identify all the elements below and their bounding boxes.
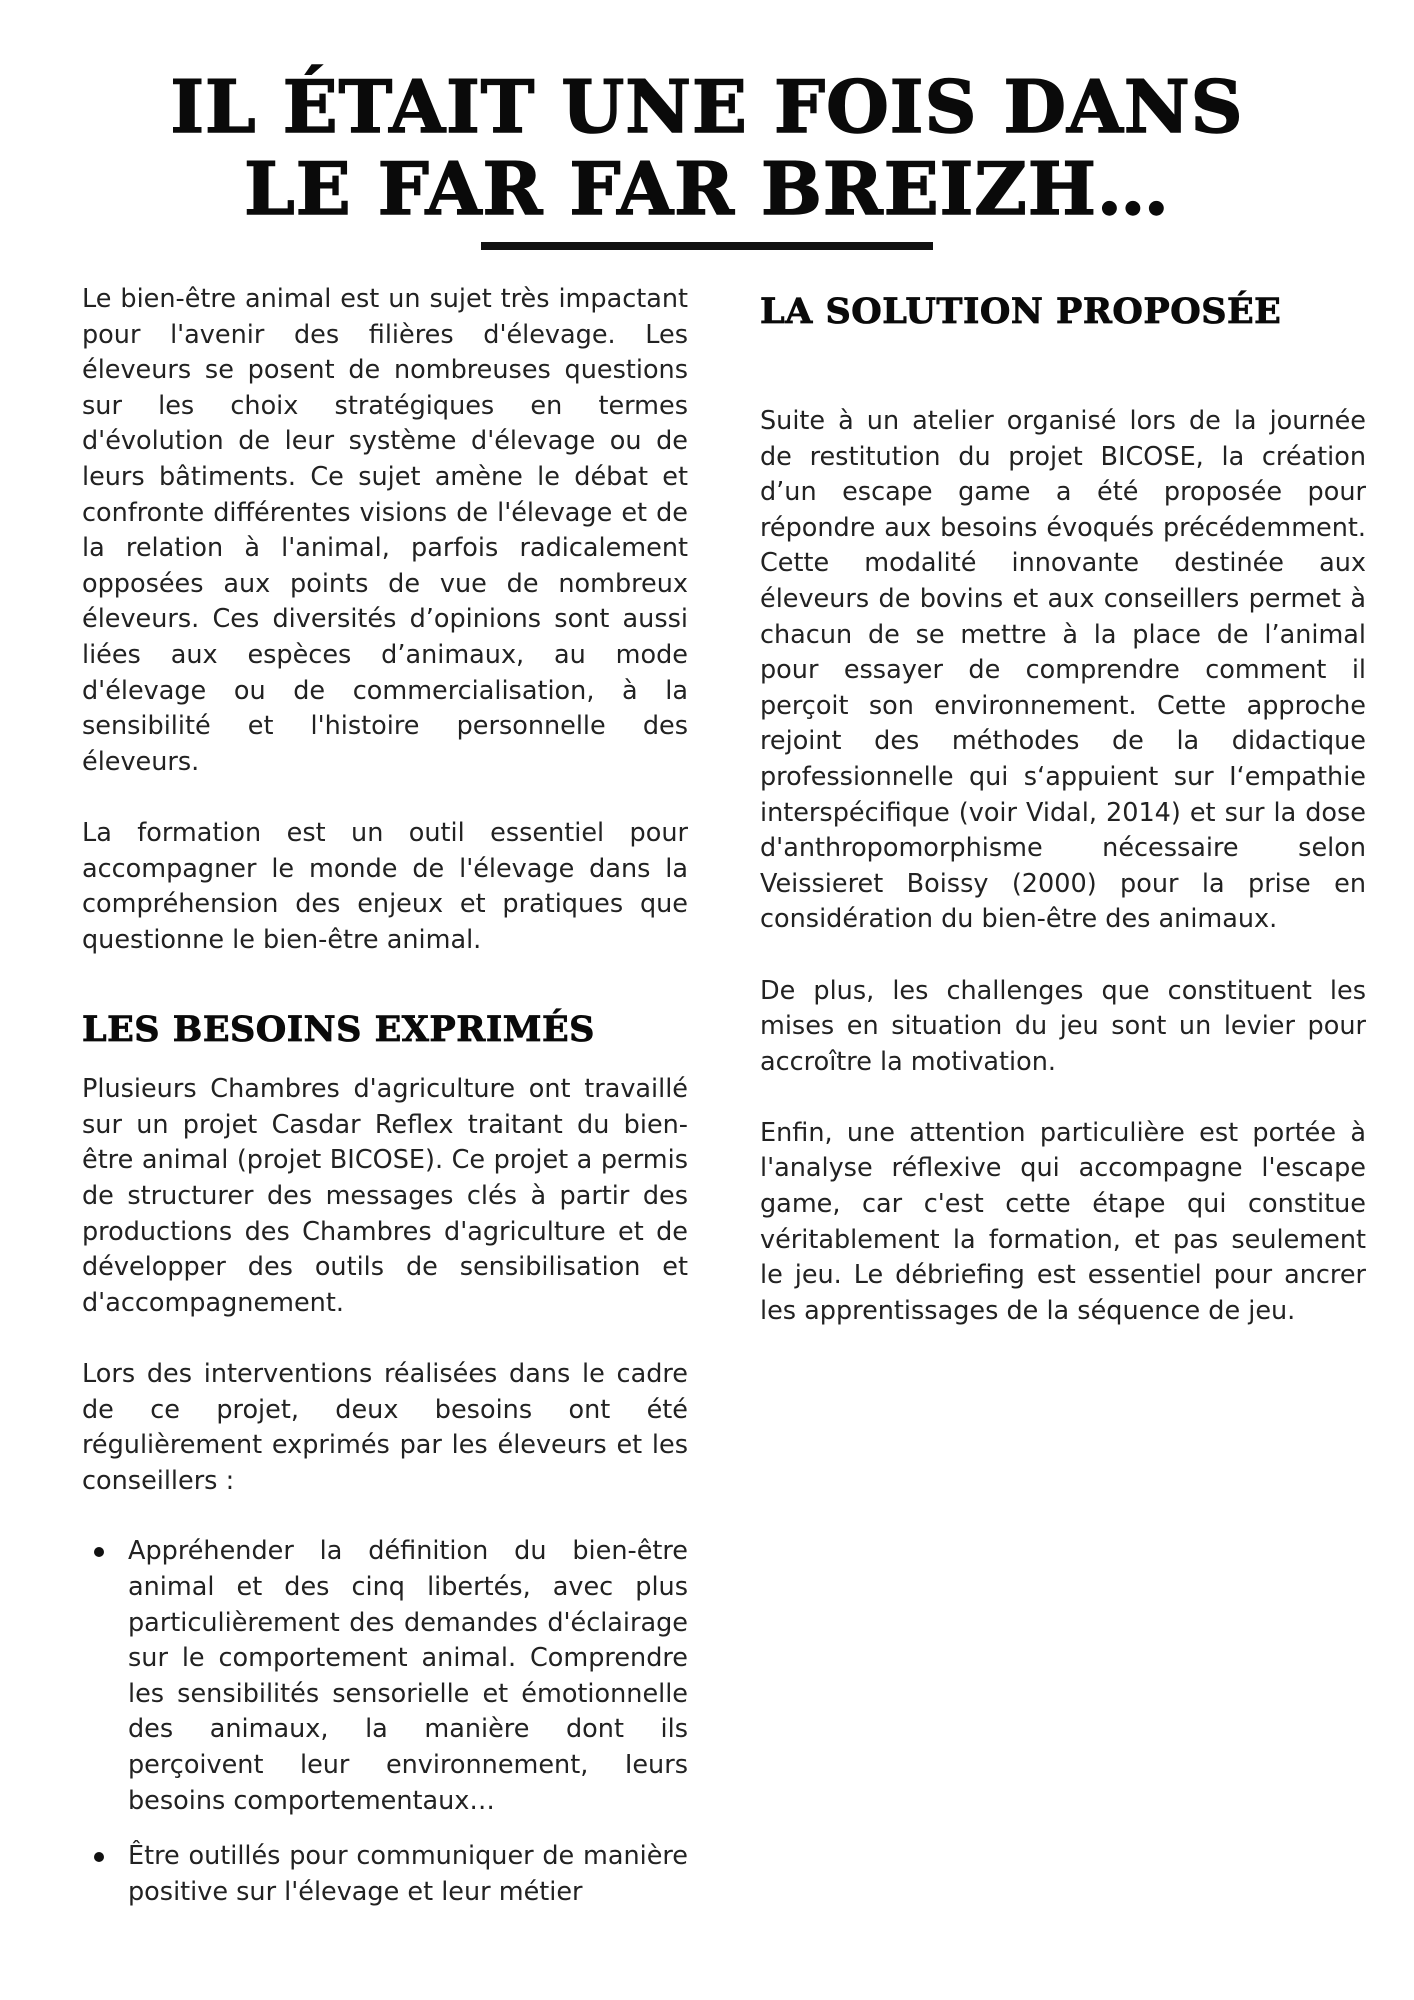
solution-paragraph-1: Suite à un atelier organisé lors de la journée de restitution du projet BICOSE, la création d’un escape game a été proposée pour répondre aux besoins évoqués précédemment. Cette modalité innovante destinée aux éleveurs de bovins et aux conseillers permet à chacun de se mettre à la place de l’animal pour essayer de comprendre comment il perçoit son environnement. Cette approche rejoint des méthodes de la didactique professionnelle qui s‘appuient sur I‘empathie interspécifique (voir Vidal, 2014) et sur la dose d'anthropomorphisme nécessaire selon Veissieret Boissy (2000) pour la prise en considération du bien-être des animaux. [760,406,1366,935]
bullet-icon [94,1547,104,1557]
list-item [82,1534,688,1819]
besoins-heading: LES BESOINS EXPRIMÉS [82,1009,595,1051]
page-title [0,66,1414,230]
list-item-text: Être outillés pour communiquer de manière positive sur l'élevage et leur métier [128,1841,688,1907]
intro-paragraph-1: Le bien-être animal est un sujet très impactant pour l'avenir des filières d'élevage. Les éleveurs se posent de nombreuses questions sur les choix stratégiques en termes d'évolution de leur système d'élevage ou de leurs bâtiments. Ce sujet amène le débat et confronte différentes visions de l'élevage et de la relation à l'animal, parfois radicalement opposées aux points de vue de nombreux éleveurs. Ces diversités d’opinions sont aussi liées aux espèces d’animaux, au mode d'élevage ou de commercialisation, à la sensibilité et l'histoire personnelle des éleveurs. [82,284,688,777]
besoins-paragraph-2: Lors des interventions réalisées dans le cadre de ce projet, deux besoins ont été régulièrement exprimés par les éleveurs et les conseillers : [82,1359,688,1496]
list-item [82,1839,688,1910]
title-divider [481,242,933,250]
title-line-1: IL ÉTAIT UNE FOIS DANS [170,64,1244,149]
besoins-list [82,1534,688,1910]
list-item-text: Appréhender la définition du bien-être animal et des cinq libertés, avec plus particulièrement des demandes d'éclairage sur le comportement animal. Comprendre les sensibilités sensorielle et émotionnelle des animaux, la manière dont ils perçoivent leur environnement, Ieurs besoins comportementaux… [128,1536,688,1816]
besoins-paragraph-1: Plusieurs Chambres d'agriculture ont travaillé sur un projet Casdar Reflex traitant du bien-être animal (projet BICOSE). Ce projet a permis de structurer des messages clés à partir des productions des Chambres d'agriculture et de développer des outils de sensibilisation et d'accompagnement. [82,1074,688,1318]
solution-heading: LA SOLUTION PROPOSÉE [760,291,1282,332]
bullet-icon [94,1852,104,1862]
title-line-2: LE FAR FAR BREIZH… [244,146,1170,231]
left-column [82,282,688,1910]
solution-paragraph-2: De plus, les challenges que constituent les mises en situation du jeu sont un levier pour accroître la motivation. [760,975,1366,1077]
solution-paragraph-3: Enfin, une attention particulière est portée à l'analyse réflexive qui accompagne l'escape game, car c'est cette étape qui constitue véritablement la formation, et pas seulement le jeu. Le débriefing est essentiel pour ancrer les apprentissages de la séquence de jeu. [760,1117,1366,1326]
intro-paragraph-2: La formation est un outil essentiel pour accompagner le monde de l'élevage dans la compréhension des enjeux et pratiques que questionne le bien-être animal. [82,817,688,955]
right-column [760,282,1366,1329]
